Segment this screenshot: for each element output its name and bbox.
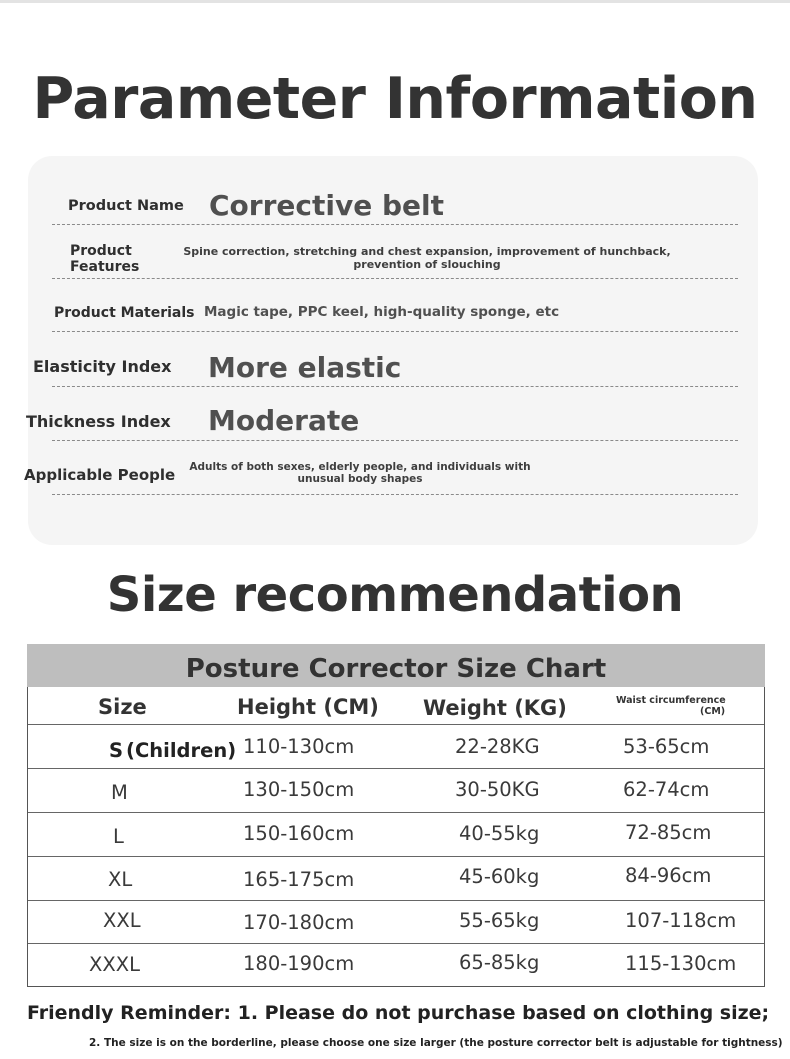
row-l-height: 150-160cm [243,822,355,845]
row-xxl-waist: 107-118cm [625,909,737,932]
product-features-label-line2: Features [70,259,140,275]
top-divider [0,0,790,3]
header-size: Size [98,695,147,719]
row-xxxl-size: XXXL [89,953,140,976]
row-divider [52,224,738,225]
product-features-value-line2: prevention of slouching [353,258,501,271]
header-height: Height (CM) [237,695,379,719]
header-waist-line1: Waist circumference [616,695,726,706]
header-waist-line2: (CM) [700,706,726,717]
friendly-reminder-line2: 2. The size is on the borderline, please choose one size larger (the posture corrector belt is adjustable for tightness) [89,1037,783,1049]
table-divider [28,856,764,857]
product-features-label [70,243,139,275]
table-divider [28,812,764,813]
parameter-information-title: Parameter Information [32,66,758,132]
product-features-label-line1: Product [70,243,132,259]
header-weight: Weight (KG) [423,696,567,720]
product-name-value: Corrective belt [209,189,444,222]
row-s-size-note: (Children) [126,739,237,762]
thickness-index-label: Thickness Index [26,412,171,431]
row-xl-weight: 45-60kg [459,865,540,888]
row-xl-height: 165-175cm [243,868,355,891]
product-features-value-line1: Spine correction, stretching and chest expansion, improvement of hunchback, [183,245,671,258]
row-xxl-weight: 55-65kg [459,909,540,932]
applicable-people-value-line2: unusual body shapes [297,472,423,485]
product-features-value [170,245,684,271]
thickness-index-value: Moderate [208,404,360,437]
table-divider [28,724,764,725]
row-m-height: 130-150cm [243,778,355,801]
size-recommendation-title: Size recommendation [106,567,684,623]
elasticity-index-label: Elasticity Index [33,357,172,376]
table-divider [28,900,764,901]
table-divider [28,768,764,769]
applicable-people-value [160,462,560,485]
row-xxxl-waist: 115-130cm [625,952,737,975]
applicable-people-label: Applicable People [24,466,176,484]
row-s-size-letter: S [109,739,124,762]
row-xxl-size: XXL [103,909,141,932]
row-divider [52,331,738,332]
row-l-size: L [113,825,124,848]
product-materials-label: Product Materials [54,305,195,321]
product-materials-value: Magic tape, PPC keel, high-quality sponge, etc [204,304,560,320]
row-m-waist: 62-74cm [623,778,710,801]
applicable-people-value-line1: Adults of both sexes, elderly people, and individuals with [189,461,531,473]
header-waist [616,695,726,717]
elasticity-index-value: More elastic [208,351,402,384]
size-chart-title: Posture Corrector Size Chart [27,644,765,687]
row-divider [52,440,738,441]
row-xxxl-weight: 65-85kg [459,951,540,974]
row-xl-waist: 84-96cm [625,864,712,887]
row-divider [52,278,738,279]
row-m-weight: 30-50KG [455,778,540,801]
row-divider [52,494,738,495]
row-xxl-height: 170-180cm [243,911,355,934]
row-divider [52,386,738,387]
row-s-size [109,739,236,762]
row-l-weight: 40-55kg [459,822,540,845]
row-s-weight: 22-28KG [455,735,540,758]
friendly-reminder-line1: Friendly Reminder: 1. Please do not purchase based on clothing size; [27,1002,770,1024]
row-m-size: M [111,781,128,804]
row-s-waist: 53-65cm [623,735,710,758]
row-s-height: 110-130cm [243,735,355,758]
row-xl-size: XL [108,868,133,891]
table-divider [28,943,764,944]
product-name-label: Product Name [68,198,184,214]
row-l-waist: 72-85cm [625,821,712,844]
size-chart-table [27,687,765,987]
row-xxxl-height: 180-190cm [243,952,355,975]
